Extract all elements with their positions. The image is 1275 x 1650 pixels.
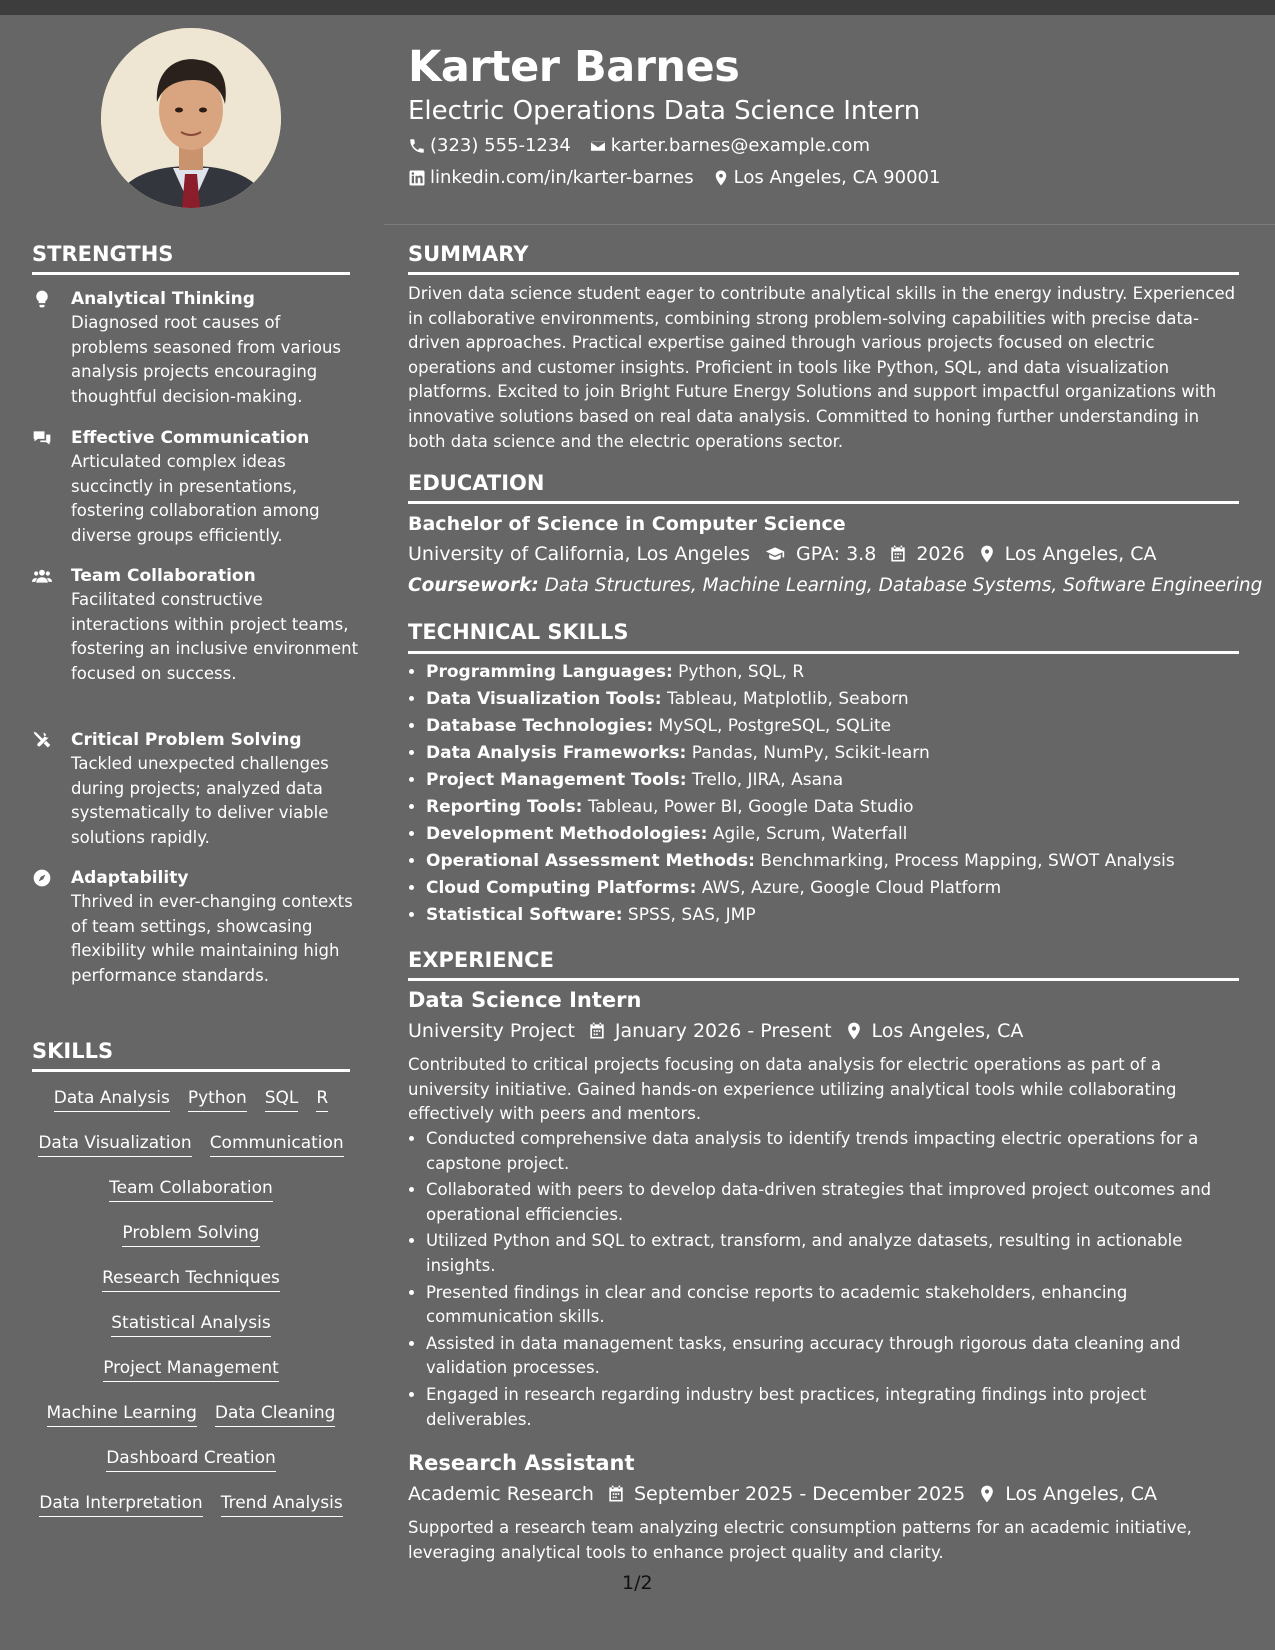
skill-tag: Team Collaboration xyxy=(109,1178,273,1202)
tech-skill-item: • Development Methodologies: Agile, Scrum, Waterfall xyxy=(426,821,1256,848)
summary-text: Driven data science student eager to contribute analytical skills in the energy industry. Experienced in collaborative environments, combining strong problem-solving capabilities with precise data-driven approaches. Practical expertise gained through various projects focused on electric operations and customer insights. Proficient in tools like Python, SQL, and data visualization platforms. Excited to join Bright Future Energy Solutions and support impactful organizations with innovative solutions based on real data analysis. Committed to honing further understanding in both data science and the electric operations sector. xyxy=(408,284,1236,451)
job-bullet: • Assisted in data management tasks, ensuring accuracy through rigorous data cleaning and validation processes. xyxy=(426,1332,1238,1381)
coursework xyxy=(408,575,1262,596)
tech-skill-item: • Statistical Software: SPSS, SAS, JMP xyxy=(426,902,1256,929)
skill-tag: SQL xyxy=(265,1088,299,1112)
contact-row-2 xyxy=(408,167,958,188)
skill-tag: Data Cleaning xyxy=(215,1403,336,1427)
skills-row xyxy=(32,1178,350,1202)
envelope-icon xyxy=(589,137,607,155)
strengths-heading: STRENGTHS xyxy=(32,242,174,266)
strength-desc: Thrived in ever-changing contexts of team settings, showcasing flexibility while maintaining high performance standards. xyxy=(71,892,353,985)
profile-photo xyxy=(101,28,281,208)
education-meta xyxy=(408,543,1157,565)
skill-tag: R xyxy=(316,1088,328,1112)
skills-row xyxy=(32,1448,350,1472)
compass-icon xyxy=(32,868,52,888)
skills-row xyxy=(32,1268,350,1292)
map-pin-icon xyxy=(844,1021,864,1041)
technical-skills-list xyxy=(408,659,1256,929)
job-dates: September 2025 - December 2025 xyxy=(633,1483,966,1505)
experience-heading: EXPERIENCE xyxy=(408,948,554,972)
calendar-icon xyxy=(606,1484,626,1504)
job-dates: January 2026 - Present xyxy=(614,1020,832,1042)
linkedin-text: linkedin.com/in/karter-barnes xyxy=(430,167,694,188)
tools-icon xyxy=(32,730,52,750)
linkedin-icon xyxy=(408,169,426,187)
strengths-rule xyxy=(32,272,350,275)
strength-title: Effective Communication xyxy=(71,428,310,448)
job-org: University Project xyxy=(408,1020,575,1042)
job-bullet: • Collaborated with peers to develop data-driven strategies that improved project outcomes and operational efficiencies. xyxy=(426,1178,1238,1227)
strength-title: Critical Problem Solving xyxy=(71,730,302,750)
tech-skill-item: • Data Visualization Tools: Tableau, Matplotlib, Seaborn xyxy=(426,686,1256,713)
coursework-list: Data Structures, Machine Learning, Database Systems, Software Engineering xyxy=(544,575,1263,596)
strength-item xyxy=(32,866,362,988)
school-name: University of California, Los Angeles xyxy=(408,543,751,565)
tech-skill-item: • Operational Assessment Methods: Benchmarking, Process Mapping, SWOT Analysis xyxy=(426,848,1256,875)
skills-row xyxy=(32,1493,350,1517)
job-location: Los Angeles, CA xyxy=(1005,1483,1158,1505)
tech-skill-item: • Project Management Tools: Trello, JIRA, Asana xyxy=(426,767,1256,794)
strength-item xyxy=(32,287,362,409)
skill-tag: Trend Analysis xyxy=(221,1493,343,1517)
skills-row xyxy=(32,1313,350,1337)
graduation-year: 2026 xyxy=(916,543,965,565)
strength-desc: Facilitated constructive interactions within project teams, fostering an inclusive environment focused on success. xyxy=(71,590,359,683)
experience-rule xyxy=(408,978,1239,981)
map-pin-icon xyxy=(977,544,997,564)
header-divider xyxy=(384,224,1275,225)
location-text: Los Angeles, CA 90001 xyxy=(733,167,941,188)
gpa-text: GPA: 3.8 xyxy=(796,543,877,565)
location-contact xyxy=(712,167,941,188)
skills-row xyxy=(32,1133,350,1157)
job-title: Data Science Intern xyxy=(408,988,642,1012)
graduation-cap-icon xyxy=(762,544,788,564)
page-number: 1/2 xyxy=(622,1572,653,1594)
email-contact[interactable] xyxy=(589,135,870,156)
job-location: Los Angeles, CA xyxy=(871,1020,1024,1042)
tech-skill-item: • Reporting Tools: Tableau, Power BI, Google Data Studio xyxy=(426,794,1256,821)
job-description: Contributed to critical projects focusing on data analysis for electric operations as part of a university initiative. Gained hands-on experience utilizing analytical tools while collaborating effectively with peers and mentors. xyxy=(408,1055,1177,1124)
job-bullet: • Engaged in research regarding industry best practices, integrating findings into project deliverables. xyxy=(426,1383,1238,1432)
strength-title: Team Collaboration xyxy=(71,566,256,586)
candidate-name: Karter Barnes xyxy=(408,42,740,92)
job-meta xyxy=(408,1483,1157,1505)
skills-row xyxy=(32,1358,350,1382)
strength-desc: Diagnosed root causes of problems seasoned from various analysis projects encouraging thoughtful decision-making. xyxy=(71,313,342,406)
strength-item xyxy=(32,426,362,548)
education-rule xyxy=(408,501,1239,504)
job-description: Supported a research team analyzing electric consumption patterns for an academic initiative, leveraging analytical tools to enhance project quality and clarity. xyxy=(408,1518,1192,1562)
skill-tag: Machine Learning xyxy=(47,1403,197,1427)
job-org: Academic Research xyxy=(408,1483,594,1505)
job-bullets xyxy=(408,1127,1238,1434)
skill-tag: Dashboard Creation xyxy=(106,1448,276,1472)
summary-heading: SUMMARY xyxy=(408,242,529,266)
strength-desc: Tackled unexpected challenges during projects; analyzed data systematically to deliver viable solutions rapidly. xyxy=(71,754,329,847)
job-meta xyxy=(408,1020,1023,1042)
candidate-role: Electric Operations Data Science Intern xyxy=(408,96,921,126)
strength-title: Adaptability xyxy=(71,868,189,888)
contact-row-1 xyxy=(408,135,888,156)
strength-item xyxy=(32,728,362,850)
calendar-icon xyxy=(888,544,908,564)
education-heading: EDUCATION xyxy=(408,471,545,495)
phone-text: (323) 555-1234 xyxy=(430,135,571,156)
skill-tag: Data Visualization xyxy=(38,1133,191,1157)
top-bar xyxy=(0,0,1275,15)
summary-rule xyxy=(408,272,1239,275)
skills-heading: SKILLS xyxy=(32,1039,114,1063)
skills-row xyxy=(32,1403,350,1427)
phone-icon xyxy=(408,137,426,155)
technical-skills-heading: TECHNICAL SKILLS xyxy=(408,620,629,644)
lightbulb-icon xyxy=(32,289,52,309)
education-location: Los Angeles, CA xyxy=(1004,543,1157,565)
skill-tag: Problem Solving xyxy=(122,1223,259,1247)
skill-tag: Data Interpretation xyxy=(39,1493,202,1517)
skills-rule xyxy=(32,1069,350,1072)
strength-desc: Articulated complex ideas succinctly in presentations, fostering collaboration among diverse groups efficiently. xyxy=(71,452,320,545)
coursework-label: Coursework: xyxy=(408,575,539,596)
linkedin-contact[interactable] xyxy=(408,167,694,188)
map-pin-icon xyxy=(712,169,730,187)
tech-skill-item: • Database Technologies: MySQL, PostgreSQL, SQLite xyxy=(426,713,1256,740)
skill-tag: Statistical Analysis xyxy=(111,1313,270,1337)
skills-row xyxy=(32,1223,350,1247)
users-icon xyxy=(32,566,52,586)
job-bullet: • Conducted comprehensive data analysis to identify trends impacting electric operations for a capstone project. xyxy=(426,1127,1238,1176)
technical-skills-rule xyxy=(408,651,1239,654)
job-bullet: • Utilized Python and SQL to extract, transform, and analyze datasets, resulting in actionable insights. xyxy=(426,1229,1238,1278)
email-text: karter.barnes@example.com xyxy=(610,135,870,156)
skill-tag: Project Management xyxy=(103,1358,279,1382)
map-pin-icon xyxy=(977,1484,997,1504)
tech-skill-item: • Programming Languages: Python, SQL, R xyxy=(426,659,1256,686)
degree-title: Bachelor of Science in Computer Science xyxy=(408,513,846,535)
skills-row xyxy=(32,1088,350,1112)
phone-contact[interactable] xyxy=(408,135,571,156)
skill-tag: Research Techniques xyxy=(102,1268,280,1292)
skill-tag: Communication xyxy=(210,1133,344,1157)
tech-skill-item: • Data Analysis Frameworks: Pandas, NumPy, Scikit-learn xyxy=(426,740,1256,767)
strength-title: Analytical Thinking xyxy=(71,289,255,309)
calendar-icon xyxy=(587,1021,607,1041)
tech-skill-item: • Cloud Computing Platforms: AWS, Azure, Google Cloud Platform xyxy=(426,875,1256,902)
comments-icon xyxy=(32,428,52,448)
strength-item xyxy=(32,564,362,686)
skill-tag: Python xyxy=(188,1088,247,1112)
job-title: Research Assistant xyxy=(408,1451,635,1475)
job-bullet: • Presented findings in clear and concise reports to academic stakeholders, enhancing communication skills. xyxy=(426,1281,1238,1330)
skill-tag: Data Analysis xyxy=(54,1088,170,1112)
